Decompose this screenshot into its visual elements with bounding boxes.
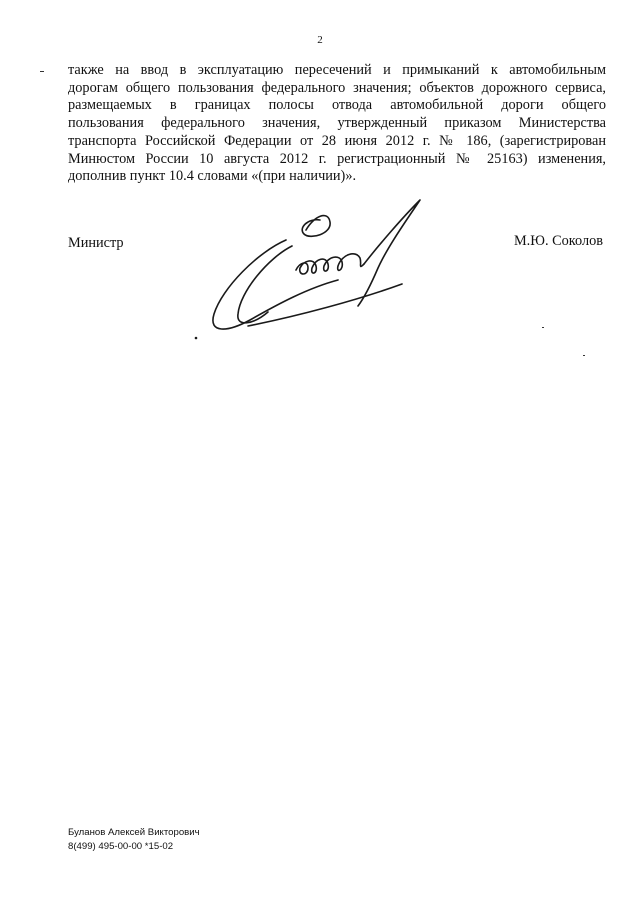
executor-name: Буланов Алексей Викторович bbox=[68, 827, 200, 838]
body-line: размещаемых в границах полосы отвода автомобильной дороги общего bbox=[68, 97, 606, 114]
page-number: 2 bbox=[317, 34, 323, 46]
body-line: дорогам общего пользования федерального значения; объектов дорожного сервиса, bbox=[68, 79, 606, 96]
signatory-role: Министр bbox=[68, 235, 124, 251]
body-line: пользования федерального значения, утвержденный приказом Министерства bbox=[68, 115, 606, 132]
scan-mark bbox=[40, 71, 44, 72]
body-line: дополнив пункт 10.4 словами «(при наличии)». bbox=[68, 168, 357, 185]
scan-dot bbox=[542, 327, 544, 328]
body-paragraph bbox=[68, 62, 606, 186]
body-line: также на ввод в эксплуатацию пересечений и примыканий к автомобильным bbox=[68, 62, 606, 78]
body-line: Минюстом России 10 августа 2012 г. регистрационный № 25163) изменения, bbox=[68, 150, 606, 167]
executor-info bbox=[68, 826, 200, 853]
handwritten-signature bbox=[188, 188, 438, 348]
executor-phone: 8(499) 495-00-00 *15-02 bbox=[68, 840, 174, 852]
body-line: транспорта Российской Федерации от 28 июня 2012 г. № 186, (зарегистрирован bbox=[68, 132, 606, 149]
scan-dot bbox=[583, 355, 585, 356]
signatory-name: М.Ю. Соколов bbox=[513, 233, 603, 249]
